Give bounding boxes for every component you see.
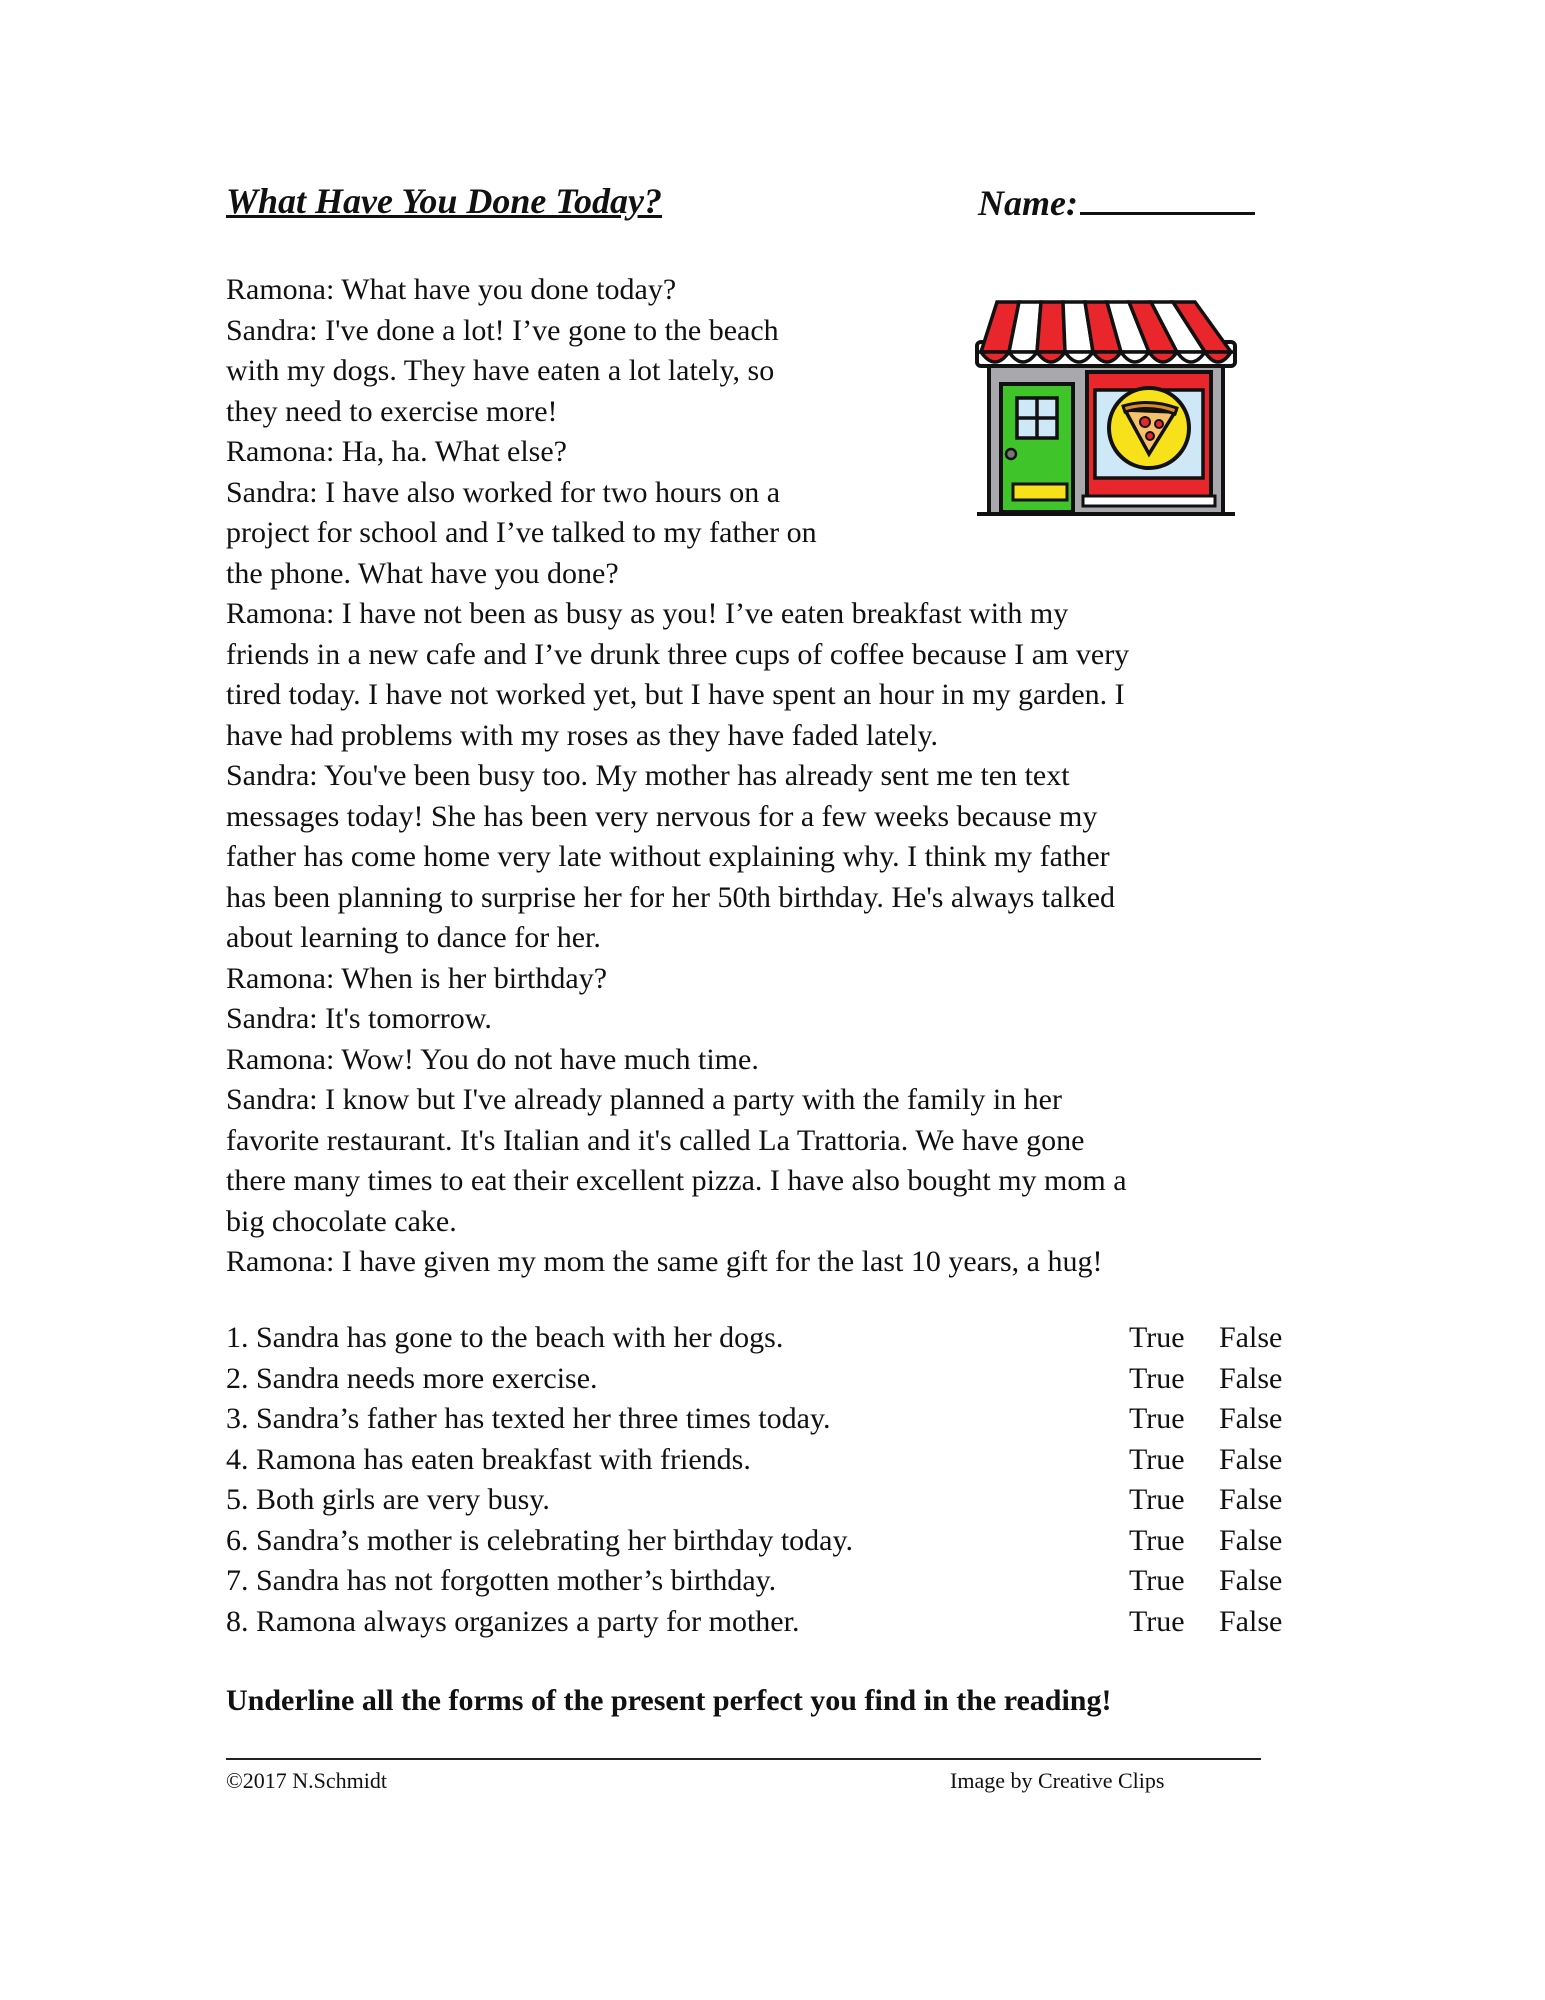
worksheet-header xyxy=(226,180,1271,240)
footer-divider xyxy=(226,1758,1261,1760)
dialogue-line: Ramona: Ha, ha. What else? xyxy=(226,435,567,468)
question-row xyxy=(226,1359,1301,1400)
question-row xyxy=(226,1399,1301,1440)
dialogue-line: the phone. What have you done? xyxy=(226,556,619,590)
question-text: 3. Sandra’s father has texted her three times today. xyxy=(226,1402,831,1435)
question-row xyxy=(226,1318,1301,1359)
question-text: 1. Sandra has gone to the beach with her dogs. xyxy=(226,1321,784,1354)
instruction-text: Underline all the forms of the present perfect you find in the reading! xyxy=(226,1684,1112,1717)
dialogue-line: about learning to dance for her. xyxy=(226,921,601,954)
dialogue-line: Sandra: You've been busy too. My mother has already sent me ten text xyxy=(226,759,1070,792)
dialogue-line: they need to exercise more! xyxy=(226,394,558,428)
name-field xyxy=(978,180,1255,224)
false-option[interactable]: False xyxy=(1219,1564,1283,1597)
dialogue-line: Ramona: I have given my mom the same gift for the last 10 years, a hug! xyxy=(226,1245,1103,1278)
false-option[interactable]: False xyxy=(1219,1442,1283,1476)
true-option[interactable]: True xyxy=(1129,1564,1185,1597)
image-credit-text: Image by Creative Clips xyxy=(950,1768,1165,1793)
dialogue-line: have had problems with my roses as they have faded lately. xyxy=(226,718,939,752)
dialogue-line: Sandra: It's tomorrow. xyxy=(226,1002,492,1035)
dialogue-line: Sandra: I know but I've already planned a party with the family in her xyxy=(226,1083,1062,1116)
question-row xyxy=(226,1561,1301,1602)
dialogue-line: project for school and I’ve talked to my father on xyxy=(226,516,817,549)
dialogue-line: big chocolate cake. xyxy=(226,1204,457,1238)
true-option[interactable]: True xyxy=(1129,1442,1185,1476)
dialogue-line: Ramona: Wow! You do not have much time. xyxy=(226,1042,759,1076)
dialogue-line: tired today. I have not worked yet, but I have spent an hour in my garden. I xyxy=(226,678,1125,711)
dialogue-line: has been planning to surprise her for her 50th birthday. He's always talked xyxy=(226,880,1116,914)
dialogue-line: friends in a new cafe and I’ve drunk three cups of coffee because I am very xyxy=(226,637,1130,671)
question-text: 8. Ramona always organizes a party for mother. xyxy=(226,1604,800,1638)
false-option[interactable]: False xyxy=(1219,1523,1283,1557)
worksheet-title: What Have You Done Today? xyxy=(226,181,663,221)
question-text: 5. Both girls are very busy. xyxy=(226,1483,550,1516)
dialogue-line: favorite restaurant. It's Italian and it's called La Trattoria. We have gone xyxy=(226,1123,1085,1157)
question-row xyxy=(226,1440,1301,1481)
dialogue-line: there many times to eat their excellent pizza. I have also bought my mom a xyxy=(226,1164,1127,1197)
true-option[interactable]: True xyxy=(1129,1604,1185,1638)
true-option[interactable]: True xyxy=(1129,1361,1185,1395)
dialogue-line: messages today! She has been very nervous for a few weeks because my xyxy=(226,799,1098,833)
false-option[interactable]: False xyxy=(1219,1402,1283,1435)
true-option[interactable]: True xyxy=(1129,1483,1185,1516)
dialogue-line: Ramona: What have you done today? xyxy=(226,273,677,306)
true-option[interactable]: True xyxy=(1129,1402,1185,1435)
dialogue-line: Sandra: I have also worked for two hours on a xyxy=(226,475,781,509)
question-text: 2. Sandra needs more exercise. xyxy=(226,1361,598,1395)
true-option[interactable]: True xyxy=(1129,1523,1185,1557)
false-option[interactable]: False xyxy=(1219,1361,1283,1395)
dialogue-line: Ramona: When is her birthday? xyxy=(226,961,608,995)
dialogue-line: Ramona: I have not been as busy as you! I’ve eaten breakfast with my xyxy=(226,597,1069,630)
pizza-shop-icon xyxy=(975,300,1237,520)
name-label: Name: xyxy=(978,183,1078,223)
question-text: 6. Sandra’s mother is celebrating her birthday today. xyxy=(226,1523,854,1557)
false-option[interactable]: False xyxy=(1219,1321,1283,1354)
question-row xyxy=(226,1602,1301,1643)
dialogue-line: Sandra: I've done a lot! I’ve gone to the beach xyxy=(226,313,779,347)
false-option[interactable]: False xyxy=(1219,1483,1283,1516)
true-false-questions xyxy=(226,1318,1301,1642)
false-option[interactable]: False xyxy=(1219,1604,1283,1638)
question-text: 4. Ramona has eaten breakfast with friends. xyxy=(226,1442,751,1476)
question-text: 7. Sandra has not forgotten mother’s birthday. xyxy=(226,1564,777,1597)
dialogue-line: with my dogs. They have eaten a lot lately, so xyxy=(226,354,775,387)
name-blank-line xyxy=(1080,180,1255,215)
question-row xyxy=(226,1480,1301,1521)
question-row xyxy=(226,1521,1301,1562)
true-option[interactable]: True xyxy=(1129,1321,1185,1354)
dialogue-line: father has come home very late without explaining why. I think my father xyxy=(226,840,1110,873)
copyright-text: ©2017 N.Schmidt xyxy=(226,1768,387,1793)
